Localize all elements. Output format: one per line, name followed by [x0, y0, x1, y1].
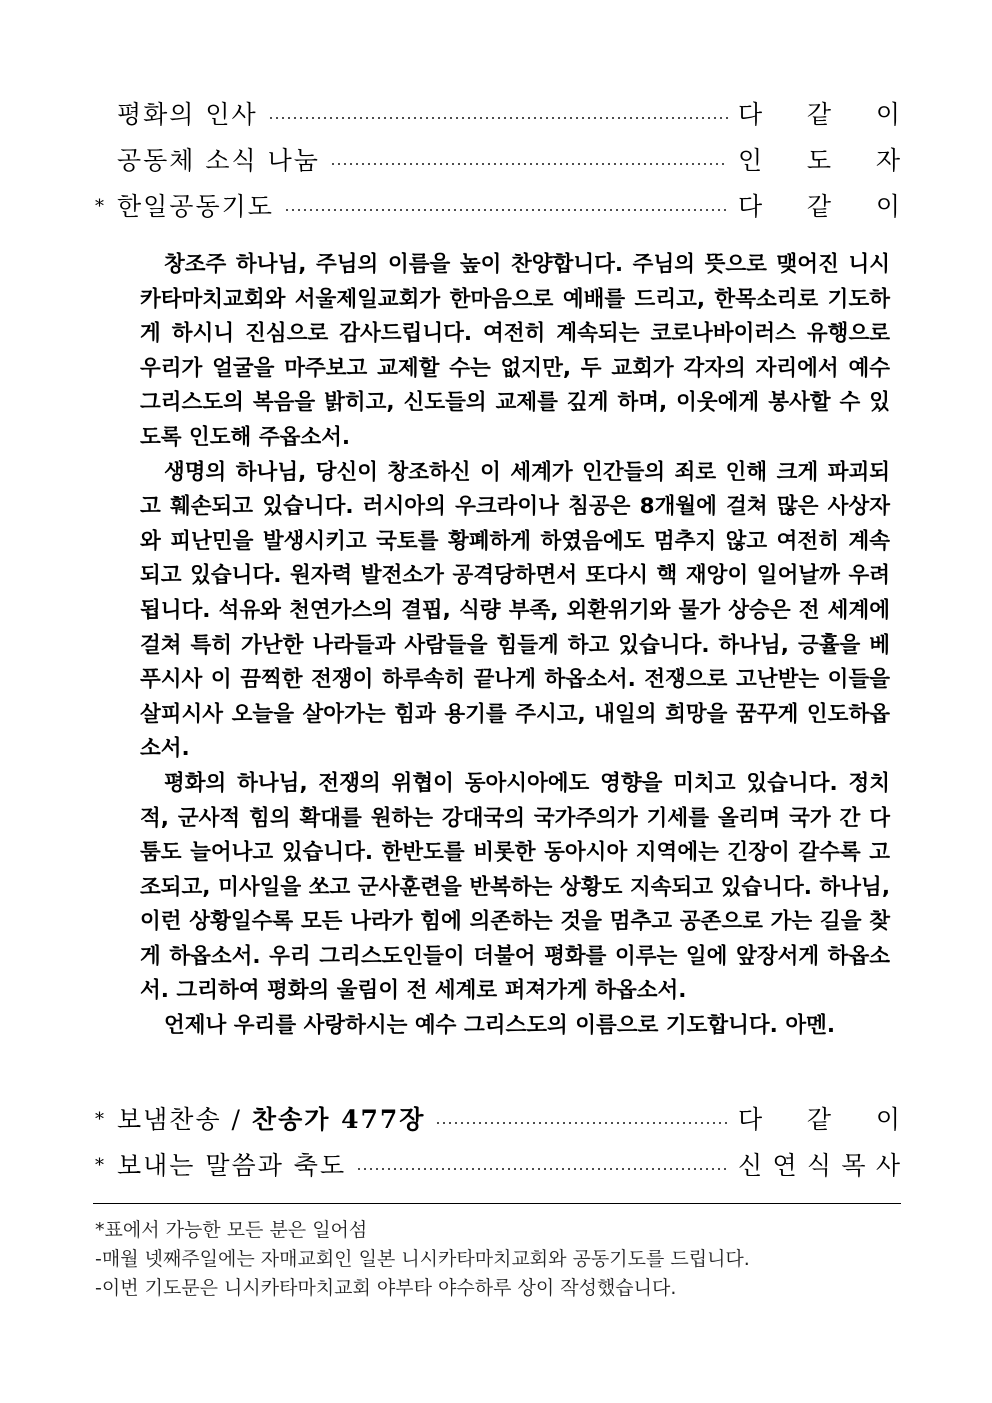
- standing-mark: *: [95, 1155, 104, 1176]
- standing-mark: *: [95, 1109, 104, 1130]
- order-item-leader: 다 같 이: [738, 192, 900, 221]
- order-item-leader: 신 연 식 목 사: [738, 1151, 900, 1180]
- order-item-title: [117, 1100, 425, 1140]
- prayer-paragraph: 생명의 하나님, 당신이 창조하신 이 세계가 인간들의 죄로 인해 크게 파괴되고 훼손되고 있습니다. 러시아의 우크라이나 침공은 8개월에 걸쳐 많은 사상자와 피난민을 발생시키고 국토를 황폐하게 하였음에도 멈추지 않고 여전히 계속되고 있습니다. 원자력 발전소가 공격당하면서 또다시 핵 재앙이 일어날까 우려됩니다. 석유와 천연가스의 결핍, 식량 부족, 외환위기와 물가 상승은 전 세계에 걸쳐 특히 가난한 나라들과 사람들을 힘들게 하고 있습니다. 하나님, 긍휼을 베푸시사 이 끔찍한 전쟁이 하루속히 끝나게 하옵소서. 전쟁으로 고난받는 이들을 살피시사 오늘을 살아가는 힘과 용기를 주시고, 내일의 희망을 꿈꾸게 인도하옵소서.: [140, 459, 890, 762]
- footnote-joint-prayer: -매월 넷째주일에는 자매교회인 일본 니시카타마치교회와 공동기도를 드립니다.: [95, 1248, 750, 1270]
- order-item-benediction: [95, 1146, 900, 1186]
- order-item-leader: 다 같 이: [738, 1105, 900, 1134]
- prayer-paragraph: 언제나 우리를 사랑하시는 예수 그리스도의 이름으로 기도합니다. 아멘.: [164, 1013, 836, 1039]
- order-item-peace-greeting: [95, 95, 900, 135]
- dot-leader: [356, 1168, 728, 1170]
- divider-line: [93, 1203, 901, 1204]
- order-item-title: 한일공동기도: [117, 192, 274, 221]
- standing-mark: *: [95, 196, 104, 217]
- order-item-sending-hymn: [95, 1100, 900, 1140]
- footnotes: [95, 1216, 905, 1303]
- prayer-text: [140, 248, 890, 1044]
- order-item-leader: 인 도 자: [738, 146, 900, 175]
- dot-leader: [330, 163, 728, 165]
- order-item-title: 보내는 말씀과 축도: [117, 1151, 347, 1180]
- order-item-title: 공동체 소식 나눔: [117, 146, 320, 175]
- footnote-standing: *표에서 가능한 모든 분은 일어섬: [95, 1219, 368, 1241]
- order-item-joint-prayer: [95, 187, 900, 227]
- hymn-number: 찬송가 477장: [251, 1105, 426, 1134]
- order-item-leader: 다 같 이: [738, 100, 900, 129]
- order-item-community-news: [95, 141, 900, 181]
- dot-leader: [284, 209, 728, 211]
- footnote-author: -이번 기도문은 니시카타마치교회 야부타 야수하루 상이 작성했습니다.: [95, 1277, 677, 1299]
- prayer-paragraph: 평화의 하나님, 전쟁의 위협이 동아시아에도 영향을 미치고 있습니다. 정치적, 군사적 힘의 확대를 원하는 강대국의 국가주의가 기세를 올리며 국가 간 다툼도 늘어나고 있습니다. 한반도를 비롯한 동아시아 지역에는 긴장이 갈수록 고조되고, 미사일을 쏘고 군사훈련을 반복하는 상황도 지속되고 있습니다. 하나님, 이런 상황일수록 모든 나라가 힘에 의존하는 것을 멈추고 공존으로 가는 길을 찾게 하옵소서. 우리 그리스도인들이 더불어 평화를 이루는 일에 앞장서게 하옵소서. 그리하여 평화의 울림이 전 세계로 퍼져가게 하옵소서.: [140, 770, 890, 1004]
- dot-leader: [268, 117, 728, 119]
- prayer-paragraph: 창조주 하나님, 주님의 이름을 높이 찬양합니다. 주님의 뜻으로 맺어진 니시카타마치교회와 서울제일교회가 한마음으로 예배를 드리고, 한목소리로 기도하게 하시니 진심으로 감사드립니다. 여전히 계속되는 코로나바이러스 유행으로 우리가 얼굴을 마주보고 교제할 수는 없지만, 두 교회가 각자의 자리에서 예수 그리스도의 복음을 밝히고, 신도들의 교제를 깊게 하며, 이웃에게 봉사할 수 있도록 인도해 주옵소서.: [140, 252, 890, 450]
- dot-leader: [435, 1122, 728, 1124]
- order-item-title-text: 보냄찬송 /: [117, 1105, 252, 1134]
- order-item-title: 평화의 인사: [117, 100, 258, 129]
